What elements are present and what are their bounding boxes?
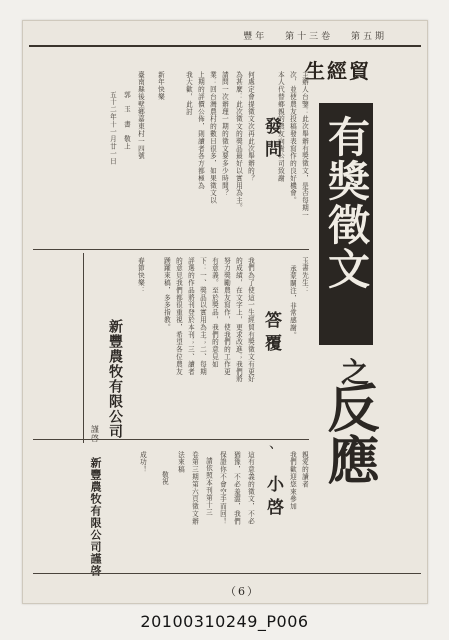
q-col-4: 何處定會提徵文次再此次舉辦的？ [246,71,255,182]
n-col-5: 保證你不會空手而回！ [218,451,227,525]
a-col-6: 有意義。至於獎品，我們的意見如 [210,257,219,368]
q-col-3: 本人代替鄉親的農友向貴公司致謝 [276,71,285,182]
q-col-11: 臺南縣後壁鄉嘉東村一四號 [136,71,145,160]
running-head-issue: 第五期 [350,32,387,42]
magazine-page [22,20,428,604]
label-note: 小啓 [263,475,283,521]
n-col-3: 這有意義的徵文，不必 [246,451,255,525]
running-head [231,29,387,42]
a-col-5: 努力獎勵農友寫作，使我們的工作更 [222,257,231,376]
q-col-8: 上期的評價公佈，則讀者各方都極為 [196,71,205,190]
top-rule [29,45,421,47]
n-col-7: 卷第三期第六頁徵文辦 [190,451,199,525]
a-col-7: 下：一、獎品以實用為主；二、每期 [198,257,207,376]
a-col-8: 評選的作品將刊登於本刊；三、讀者 [186,257,195,376]
q-col-2: 次，並使農友投稿發表寫作的良好機會。 [288,71,297,205]
section-rule-1 [33,249,309,250]
bottom-rule [33,573,421,574]
a-col-4: 的成績，在文字上，更求改進；我們將 [234,257,243,383]
image-caption: 20100310249_P006 [140,612,309,631]
n-col-1: 親愛的讀者 [300,451,309,488]
section-rule-2 [33,439,309,440]
a-col-1: 玉書先生： [300,257,309,294]
q-col-9: 我大歡，此討 [184,71,193,116]
label-questions: 發問 [261,117,281,163]
a-col-2: 承蒙關注，非常感謝。 [288,265,297,339]
n-col-6: 請依照本刊第十三 [204,457,213,517]
running-head-pub: 豐年 [243,32,268,42]
signature-company-2: 新豐農牧有限公司謹啓 [89,457,102,577]
title-tail: 反應 [318,381,379,485]
signature-divider [83,253,84,443]
title-sponsor: 生經貿 [305,59,371,83]
signature-company-1: 新豐農牧有限公司 [107,319,123,439]
q-col-5: 為甚麼：此次徵文的獎品最好以實用為主。 [234,71,243,212]
title-connector: 之 [341,356,370,389]
q-col-10: 新年快樂 [156,71,165,101]
answers-mark: 、 [269,436,283,452]
n-col-9: 敬祝 [160,471,169,486]
a-col-3: 我們為了使這一生經貿有獎徵文有更好 [246,257,255,383]
q-col-13: 五十二年十一月廿一日 [108,91,117,165]
label-answers: 答覆 [261,311,281,357]
a-col-9: 的意見我們都很重視，希望各位農友 [174,257,183,376]
title-main-block [319,103,373,345]
n-col-8: 法來稿 [176,451,185,474]
q-col-6: 請問一次辦理一期的徵文要多少時間？ [220,71,229,197]
signature-suffix: 謹啓 [90,425,100,443]
title-main: 有獎徵文 [322,115,371,291]
n-col-2: 我們歡迎您來參加 [288,451,297,511]
running-head-volume: 第十三卷 [285,32,334,42]
q-col-12: 郭 玉 書 敬上 [122,91,131,151]
a-col-11: 春節快樂： [136,257,145,294]
n-col-4: 猶豫，不必羞澀，我們 [232,451,241,525]
a-col-10: 踴躍來稿，多多指教。 [162,257,171,331]
n-col-10: 成功！ [138,451,147,474]
q-col-7: 業：回台灣農村的數目很多，如果徵文以 [208,71,217,205]
page-number: （6） [225,585,260,598]
q-col-1: 主辦人台鑒：此次舉辦有獎徵文，是否每期一 [300,71,309,219]
